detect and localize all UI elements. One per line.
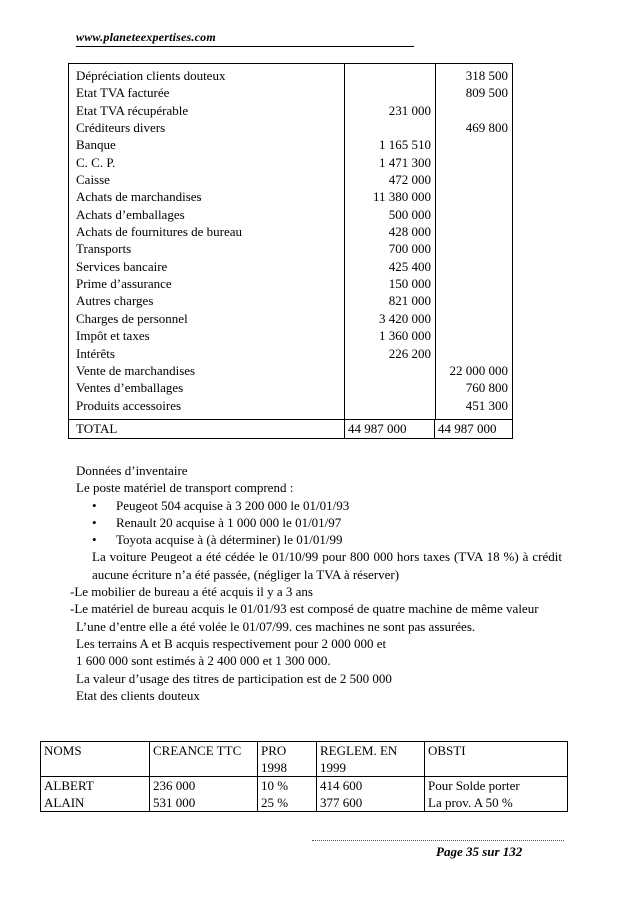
debit-value: [345, 379, 431, 396]
debit-value: 1 471 300: [379, 154, 431, 170]
page-number: Page 35 sur 132: [436, 844, 523, 859]
credit-value: 451 300: [465, 397, 508, 413]
terrains-note-1: Les terrains A et B acquis respectivement pour 2 000 000 et: [76, 635, 387, 651]
credit-value: 760 800: [465, 380, 508, 396]
reglement-value: 414 600: [320, 778, 363, 793]
total-debit: 44 987 000: [345, 420, 435, 438]
site-header: www.planeteexpertises.com: [76, 30, 216, 44]
list-item: [76, 514, 562, 531]
account-label: Achats de fournitures de bureau: [76, 224, 243, 240]
debit-value: 150 000: [388, 276, 431, 292]
credit-value: 809 500: [465, 85, 508, 101]
inventory-heading: Données d’inventaire: [76, 463, 188, 478]
total-label: TOTAL: [69, 420, 345, 438]
account-label: Etat TVA facturée: [76, 85, 170, 101]
account-label: Prime d’assurance: [76, 276, 172, 292]
account-label: Dépréciation clients douteux: [76, 68, 226, 83]
credit-value: [436, 327, 508, 344]
vehicle-list: [76, 497, 562, 549]
total-row: [69, 419, 512, 438]
header-cell: NOMS: [41, 742, 150, 777]
creance-value: 531 000: [153, 795, 196, 810]
bullet-icon: •: [92, 514, 97, 530]
credit-value: [436, 240, 508, 257]
debit-value: [345, 362, 431, 379]
header-cell: REGLEM. EN 1999: [317, 742, 425, 777]
client-name: ALBERT: [44, 778, 94, 793]
table-cell: [150, 777, 258, 812]
table-cell: [41, 777, 150, 812]
account-label: Transports: [76, 241, 132, 257]
debit-value: 500 000: [388, 206, 431, 222]
debit-value: 425 400: [388, 258, 431, 274]
debit-value: 226 200: [388, 345, 431, 361]
vehicle-item: Peugeot 504 acquise à 3 200 000 le 01/01/93: [116, 497, 350, 513]
vehicle-item: Renault 20 acquise à 1 000 000 le 01/01/97: [116, 514, 342, 530]
credit-value: [436, 206, 508, 223]
debit-value: [345, 67, 431, 84]
peugeot-note: La voiture Peugeot a été cédée le 01/10/99 pour 800 000 hors taxes (TVA 18 %) à crédit aucune écriture n’a été passée, (négliger la TVA à réserver): [92, 549, 562, 582]
account-label: Créditeurs divers: [76, 120, 166, 136]
list-item: [76, 531, 562, 548]
account-label: Services bancaire: [76, 258, 168, 274]
account-label: Produits accessoires: [76, 397, 182, 413]
observation: Pour Solde porter: [428, 778, 520, 793]
debit-value: 472 000: [388, 172, 431, 188]
debit-value: 428 000: [388, 224, 431, 240]
provision-rate: 25 %: [261, 795, 289, 810]
account-label: Vente de marchandises: [76, 362, 196, 378]
account-label: Banque: [76, 137, 116, 153]
debit-value: 231 000: [388, 102, 431, 118]
header-cell: PRO 1998: [258, 742, 317, 777]
inventory-intro: Le poste matériel de transport comprend :: [76, 480, 294, 496]
debit-value: 821 000: [388, 293, 431, 309]
account-label: Caisse: [76, 172, 110, 188]
clients-heading: Etat des clients douteux: [76, 687, 200, 703]
account-label: Achats de marchandises: [76, 189, 202, 205]
titres-note: La valeur d’usage des titres de participation est de 2 500 000: [76, 670, 392, 686]
mobilier-note: -Le mobilier de bureau a été acquis il y a 3 ans: [70, 584, 313, 600]
header-cell: CREANCE TTC: [150, 742, 258, 777]
credit-value: 22 000 000: [449, 362, 508, 378]
inventory-section: [70, 462, 562, 704]
creance-value: 236 000: [153, 778, 196, 793]
trial-balance-table: [68, 63, 513, 439]
credit-value: [436, 136, 508, 153]
account-label: Impôt et taxes: [76, 328, 150, 344]
debit-value: [345, 119, 431, 136]
debit-column: [345, 64, 436, 419]
table-header-row: [41, 742, 568, 777]
header-cell: OBSTI: [425, 742, 568, 777]
credit-value: [436, 275, 508, 292]
debit-value: 700 000: [388, 241, 431, 257]
credit-value: 469 800: [465, 120, 508, 136]
debit-value: [345, 84, 431, 101]
credit-value: [436, 310, 508, 327]
table-row: [41, 777, 568, 812]
credit-value: [436, 102, 508, 119]
bullet-icon: •: [92, 497, 97, 513]
total-credit: 44 987 000: [438, 421, 497, 436]
credit-value: [436, 188, 508, 205]
footer-rule: [312, 840, 564, 841]
provision-rate: 10 %: [261, 778, 289, 793]
credit-value: [436, 258, 508, 275]
vol-note: L’une d’entre elle a été volée le 01/07/99. ces machines ne sont pas assurées.: [76, 618, 476, 634]
account-label: Etat TVA récupérable: [76, 102, 189, 118]
list-item: [76, 497, 562, 514]
account-label: Charges de personnel: [76, 310, 188, 326]
header-rule: [76, 46, 414, 47]
credit-value: [436, 292, 508, 309]
bullet-icon: •: [92, 532, 97, 548]
table-cell: [425, 777, 568, 812]
account-label-column: [69, 64, 345, 419]
credit-value: [436, 345, 508, 362]
reglement-value: 377 600: [320, 795, 363, 810]
debit-value: 1 165 510: [379, 137, 431, 153]
terrains-note-2: 1 600 000 sont estimés à 2 400 000 et 1 300 000.: [76, 653, 331, 669]
debit-value: 11 380 000: [372, 189, 431, 205]
client-name: ALAIN: [44, 795, 85, 810]
account-label: Ventes d’emballages: [76, 380, 184, 396]
doubtful-clients-table: [40, 741, 568, 812]
credit-value: [436, 223, 508, 240]
observation: La prov. A 50 %: [428, 795, 513, 810]
account-label: Intérêts: [76, 345, 115, 361]
debit-value: [345, 397, 431, 414]
credit-value: [436, 171, 508, 188]
credit-value: 318 500: [465, 68, 508, 83]
table-cell: [258, 777, 317, 812]
account-label: Achats d’emballages: [76, 206, 185, 222]
debit-value: 3 420 000: [379, 310, 431, 326]
credit-value: [436, 154, 508, 171]
account-label: C. C. P.: [76, 154, 116, 170]
table-cell: [317, 777, 425, 812]
materiel-note: -Le matériel de bureau acquis le 01/01/93 est composé de quatre machine de même valeur: [70, 601, 539, 617]
debit-value: 1 360 000: [379, 328, 431, 344]
account-label: Autres charges: [76, 293, 154, 309]
credit-column: [436, 64, 512, 419]
vehicle-item: Toyota acquise à (à déterminer) le 01/01/99: [116, 532, 343, 548]
